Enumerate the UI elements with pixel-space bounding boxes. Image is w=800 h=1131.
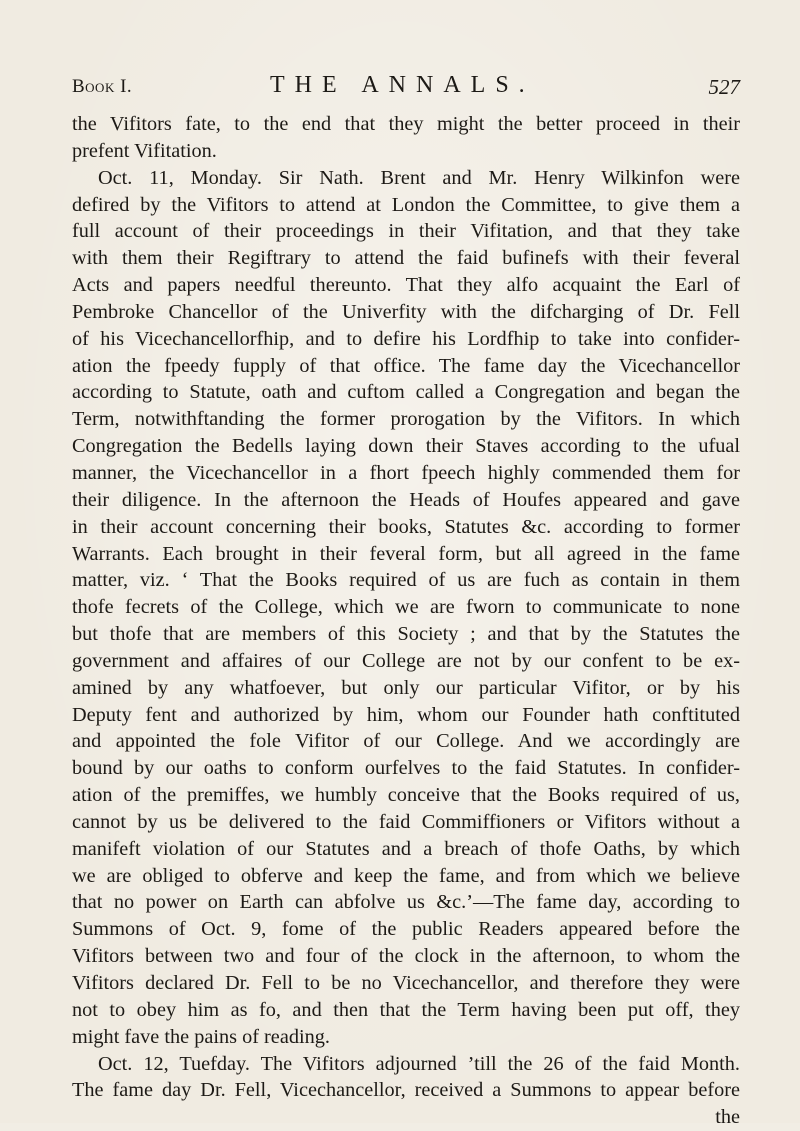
text-line: the Vifitors fate, to the end that they might the better proceed in their	[72, 113, 740, 135]
text-line: cannot by us be delivered to the faid Commiffioners or Vifitors without a	[72, 810, 740, 833]
text-line: that no power on Earth can abfolve us &c.’—The fame day, according to	[72, 891, 740, 914]
text-line: full account of their proceedings in their Vifitation, and that they take	[72, 220, 740, 243]
text-line: prefent Vifitation.	[72, 139, 217, 162]
text-line: matter, viz. ‘ That the Books required of us are fuch as contain in them	[72, 569, 740, 592]
running-head	[72, 72, 740, 102]
text-line: might fave the pains of reading.	[72, 1025, 330, 1048]
text-line: in their account concerning their books, Statutes &c. according to former	[72, 515, 740, 538]
text-line: Pembroke Chancellor of the Univerfity with the difcharging of Dr. Fell	[72, 300, 740, 323]
text-line: defired by the Vifitors to attend at London the Committee, to give them a	[72, 193, 740, 216]
text-line: Term, notwithftanding the former prorogation by the Vifitors. In which	[72, 408, 740, 431]
text-line: manner, the Vicechancellor in a fhort fpeech highly commended them for	[72, 461, 740, 484]
text-line: and appointed the fole Vifitor of our College. And we accordingly are	[72, 730, 740, 753]
text-line: Oct. 11, Monday. Sir Nath. Brent and Mr. Henry Wilkinfon were	[98, 166, 740, 189]
text-line: ation of the premiffes, we humbly conceive that the Books required of us,	[72, 784, 740, 807]
text-line: government and affaires of our College are not by our confent to be ex-	[72, 649, 740, 672]
running-head-book: Book I.	[72, 76, 133, 97]
text-line: their diligence. In the afternoon the Heads of Houfes appeared and gave	[72, 488, 740, 511]
text-line: but thofe that are members of this Society ; and that by the Statutes the	[72, 623, 740, 646]
text-line: Warrants. Each brought in their feveral form, but all agreed in the fame	[72, 542, 740, 565]
text-line: ation the fpeedy fupply of that office. The fame day the Vicechancellor	[72, 354, 740, 377]
body-text	[72, 111, 740, 1131]
text-line: Deputy fent and authorized by him, whom our Founder hath conftituted	[72, 703, 740, 726]
text-line: the	[715, 1106, 740, 1129]
text-line: The fame day Dr. Fell, Vicechancellor, received a Summons to appear before	[72, 1079, 740, 1102]
text-line: with them their Regiftrary to attend the faid bufinefs with their feveral	[72, 247, 740, 270]
text-line: Oct. 12, Tuefday. The Vifitors adjourned ’till the 26 of the faid Month.	[98, 1052, 740, 1075]
text-line: not to obey him as fo, and then that the Term having been put off, they	[72, 998, 740, 1021]
running-head-title: THE ANNALS.	[270, 72, 535, 98]
text-line: Vifitors declared Dr. Fell to be no Vicechancellor, and therefore they were	[72, 972, 740, 994]
page-number: 527	[708, 75, 740, 99]
text-line: Acts and papers needful thereunto. That they alfo acquaint the Earl of	[72, 274, 740, 297]
text-line: amined by any whatfoever, but only our particular Vifitor, or by his	[72, 676, 740, 699]
text-line: thofe fecrets of the College, which we are fworn to communicate to none	[72, 596, 740, 619]
text-line: bound by our oaths to conform ourfelves to the faid Statutes. In confider-	[72, 757, 740, 780]
text-line: Vifitors between two and four of the clock in the afternoon, to whom the	[72, 945, 740, 968]
text-line: of his Vicechancellorfhip, and to defire his Lordfhip to take into confider-	[72, 327, 740, 350]
text-line: according to Statute, oath and cuftom called a Congregation and began the	[72, 381, 740, 404]
text-line: manifeft violation of our Statutes and a breach of thofe Oaths, by which	[72, 837, 740, 860]
text-line: Congregation the Bedells laying down their Staves according to the ufual	[72, 435, 740, 458]
text-line: Summons of Oct. 9, fome of the public Readers appeared before the	[72, 918, 740, 941]
text-line: we are obliged to obferve and keep the fame, and from which we believe	[72, 864, 740, 887]
